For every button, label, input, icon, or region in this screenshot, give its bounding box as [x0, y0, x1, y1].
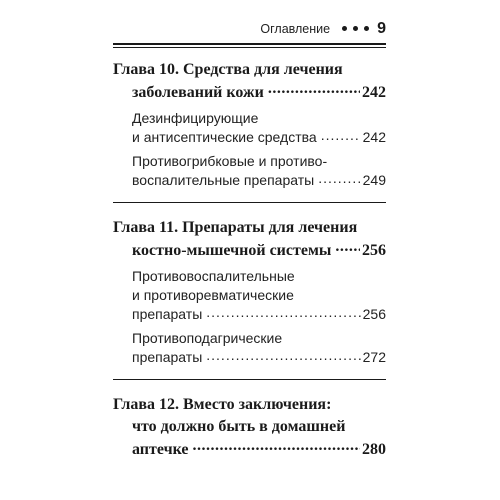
running-header-title: Оглавление — [260, 22, 331, 36]
toc-section[interactable] — [113, 152, 386, 190]
section-page-number: 242 — [362, 129, 386, 145]
table-of-contents — [113, 50, 386, 473]
chapter-title-line[interactable]: заболеваний кожи ..... 242 — [113, 81, 386, 104]
section-title-line: Дезинфицирующие — [132, 110, 259, 126]
chapter-title-line[interactable]: аптечке ..... 280 — [113, 438, 386, 461]
toc-section[interactable] — [113, 267, 386, 324]
toc-chapter — [113, 394, 386, 473]
chapter-block — [113, 394, 386, 473]
section-page-number: 272 — [362, 349, 386, 365]
header-rule-thin — [113, 47, 386, 48]
section-title-line: и антисептические средства ..... 242 — [113, 128, 386, 147]
dot-leader — [206, 348, 360, 362]
dot-leader — [193, 438, 360, 454]
section-title-line: Противоподагрические — [132, 330, 283, 346]
chapter-title-line[interactable]: Глава 12. Вместо заключения: — [113, 396, 332, 413]
chapter-page-number: 242 — [362, 84, 386, 101]
dot-leader — [321, 128, 361, 142]
section-page-number: 256 — [362, 306, 386, 322]
toc-section[interactable] — [113, 329, 386, 367]
dot-leader — [335, 239, 360, 255]
dot-leader — [318, 171, 360, 185]
section-title-line: препараты ..... 256 — [113, 305, 386, 324]
header-rule — [113, 43, 386, 45]
toc-chapter — [113, 59, 386, 203]
chapter-title-line[interactable]: Глава 11. Препараты для лечения — [113, 219, 358, 236]
dot-icon — [353, 26, 358, 31]
toc-section[interactable] — [113, 109, 386, 147]
page-number: 9 — [377, 20, 386, 37]
header-dots-ornament — [342, 26, 369, 31]
dot-leader — [206, 305, 360, 319]
chapter-title-line[interactable]: костно-мышечной системы ..... 256 — [113, 239, 386, 262]
running-header — [112, 20, 386, 38]
section-title-line: и противоревматические — [132, 287, 294, 303]
section-title-line: препараты ..... 272 — [113, 348, 386, 367]
section-page-number: 249 — [362, 172, 386, 188]
chapter-block — [113, 59, 386, 203]
chapter-page-number: 256 — [362, 242, 386, 259]
section-title-line: воспалительные препараты ..... 249 — [113, 171, 386, 190]
chapter-page-number: 280 — [362, 441, 386, 458]
toc-chapter — [113, 217, 386, 380]
section-title-line: Противовоспалительные — [132, 268, 295, 284]
chapter-block — [113, 217, 386, 380]
dot-leader — [268, 81, 360, 97]
section-title-line: Противогрибковые и противо- — [132, 153, 328, 169]
dot-icon — [342, 26, 347, 31]
chapter-title-line[interactable]: что должно быть в домашней — [132, 418, 346, 435]
dot-icon — [364, 26, 369, 31]
chapter-title-line[interactable]: Глава 10. Средства для лечения — [113, 61, 343, 78]
